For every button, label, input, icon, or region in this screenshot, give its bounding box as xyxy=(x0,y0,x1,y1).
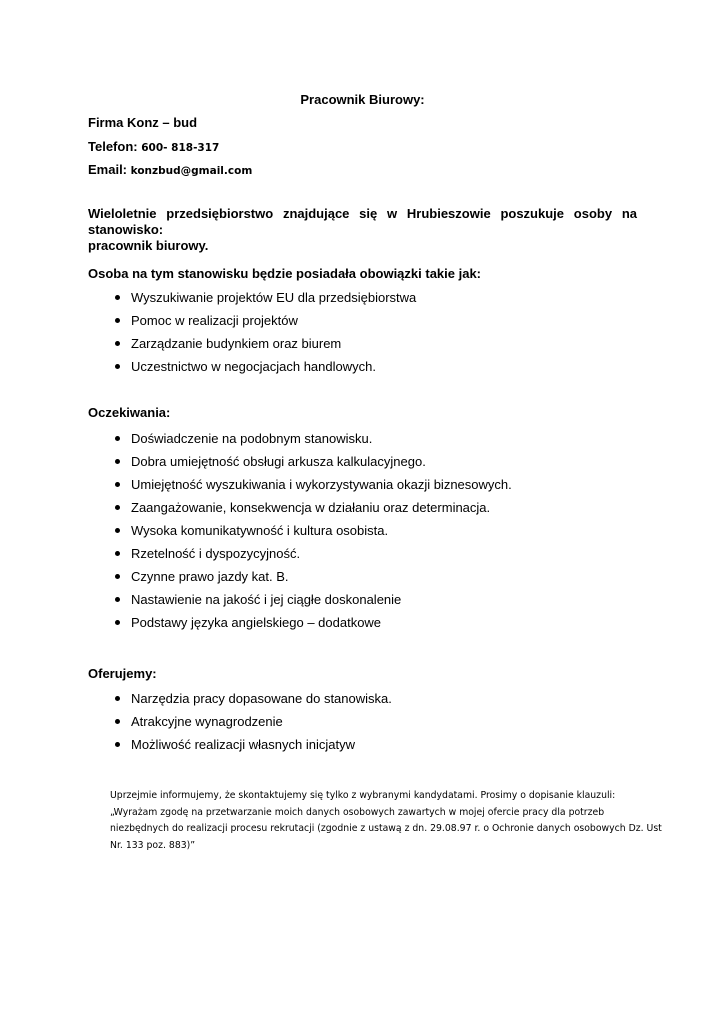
list-item xyxy=(113,336,416,359)
offer-list xyxy=(113,691,392,760)
intro-line: Wieloletnie przedsiębiorstwo znajdujące się w Hrubieszowie poszukuje osoby na stanowisko: xyxy=(88,206,637,237)
duties-list xyxy=(113,290,416,382)
list-item xyxy=(113,477,512,500)
list-item-text: Wyszukiwanie projektów EU dla przedsiębiorstwa xyxy=(131,290,417,305)
email-label: Email: xyxy=(88,162,128,177)
list-item-text: Doświadczenie na podobnym stanowisku. xyxy=(131,431,373,446)
footer-line: niezbędnych do realizacji procesu rekrutacji (zgodnie z ustawą z dn. 29.08.97 r. o Ochronie danych osobowych Dz. Ust xyxy=(110,823,662,834)
bullet-icon xyxy=(115,295,120,300)
list-item-text: Dobra umiejętność obsługi arkusza kalkulacyjnego. xyxy=(131,454,426,469)
list-item-text: Czynne prawo jazdy kat. B. xyxy=(131,569,289,584)
footer-line: Nr. 133 poz. 883)” xyxy=(110,839,196,851)
list-item-text: Rzetelność i dyspozycyjność. xyxy=(131,546,301,561)
list-item xyxy=(113,737,392,760)
bullet-icon xyxy=(115,620,120,625)
intro-line: pracownik biurowy. xyxy=(88,238,209,253)
bullet-icon xyxy=(115,528,120,533)
list-item xyxy=(113,691,392,714)
offer-heading: Oferujemy: xyxy=(88,666,157,681)
company-name: Firma Konz – bud xyxy=(88,115,198,130)
bullet-icon xyxy=(115,597,120,602)
bullet-icon xyxy=(115,742,120,747)
list-item xyxy=(113,523,512,546)
list-item-text: Podstawy języka angielskiego – dodatkowe xyxy=(131,615,382,630)
bullet-icon xyxy=(115,696,120,701)
list-item xyxy=(113,500,512,523)
duties-heading: Osoba na tym stanowisku będzie posiadała obowiązki takie jak: xyxy=(88,266,482,281)
bullet-icon xyxy=(115,482,120,487)
bullet-icon xyxy=(115,318,120,323)
bullet-icon xyxy=(115,505,120,510)
footer-line: „Wyrażam zgodę na przetwarzanie moich danych osobowych zawartych w mojej ofercie pracy dla potrzeb xyxy=(110,806,605,818)
list-item xyxy=(113,290,416,313)
list-item-text: Możliwość realizacji własnych inicjatyw xyxy=(131,737,355,752)
email-value: konzbud@gmail.com xyxy=(130,165,253,177)
footer-line: Uprzejmie informujemy, że skontaktujemy się tylko z wybranymi kandydatami. Prosimy o dopisanie klauzuli: xyxy=(110,790,616,801)
list-item-text: Atrakcyjne wynagrodzenie xyxy=(131,714,283,729)
list-item xyxy=(113,313,416,336)
consent-clause xyxy=(110,788,662,854)
bullet-icon xyxy=(115,341,120,346)
list-item-text: Umiejętność wyszukiwania i wykorzystywania okazji biznesowych. xyxy=(131,477,512,492)
list-item-text: Narzędzia pracy dopasowane do stanowiska. xyxy=(131,691,392,706)
phone-label: Telefon: xyxy=(88,139,138,154)
page-title: Pracownik Biurowy: xyxy=(300,92,425,107)
bullet-icon xyxy=(115,719,120,724)
list-item xyxy=(113,454,512,477)
intro-paragraph xyxy=(88,206,637,254)
list-item xyxy=(113,431,512,454)
list-item-text: Wysoka komunikatywność i kultura osobista. xyxy=(131,523,389,538)
email-line xyxy=(88,162,252,177)
list-item xyxy=(113,592,512,615)
list-item xyxy=(113,714,392,737)
list-item xyxy=(113,569,512,592)
list-item-text: Zarządzanie budynkiem oraz biurem xyxy=(131,336,342,351)
bullet-icon xyxy=(115,364,120,369)
bullet-icon xyxy=(115,574,120,579)
list-item xyxy=(113,615,512,638)
expectations-heading: Oczekiwania: xyxy=(88,405,171,420)
phone-value: 600- 818-317 xyxy=(141,142,220,154)
list-item-text: Zaangażowanie, konsekwencja w działaniu oraz determinacja. xyxy=(131,500,491,515)
bullet-icon xyxy=(115,436,120,441)
list-item xyxy=(113,359,416,382)
bullet-icon xyxy=(115,459,120,464)
list-item-text: Nastawienie na jakość i jej ciągłe doskonalenie xyxy=(131,592,402,607)
list-item-text: Uczestnictwo w negocjacjach handlowych. xyxy=(131,359,376,374)
bullet-icon xyxy=(115,551,120,556)
list-item-text: Pomoc w realizacji projektów xyxy=(131,313,298,328)
list-item xyxy=(113,546,512,569)
expectations-list xyxy=(113,431,512,638)
phone-line xyxy=(88,139,219,154)
